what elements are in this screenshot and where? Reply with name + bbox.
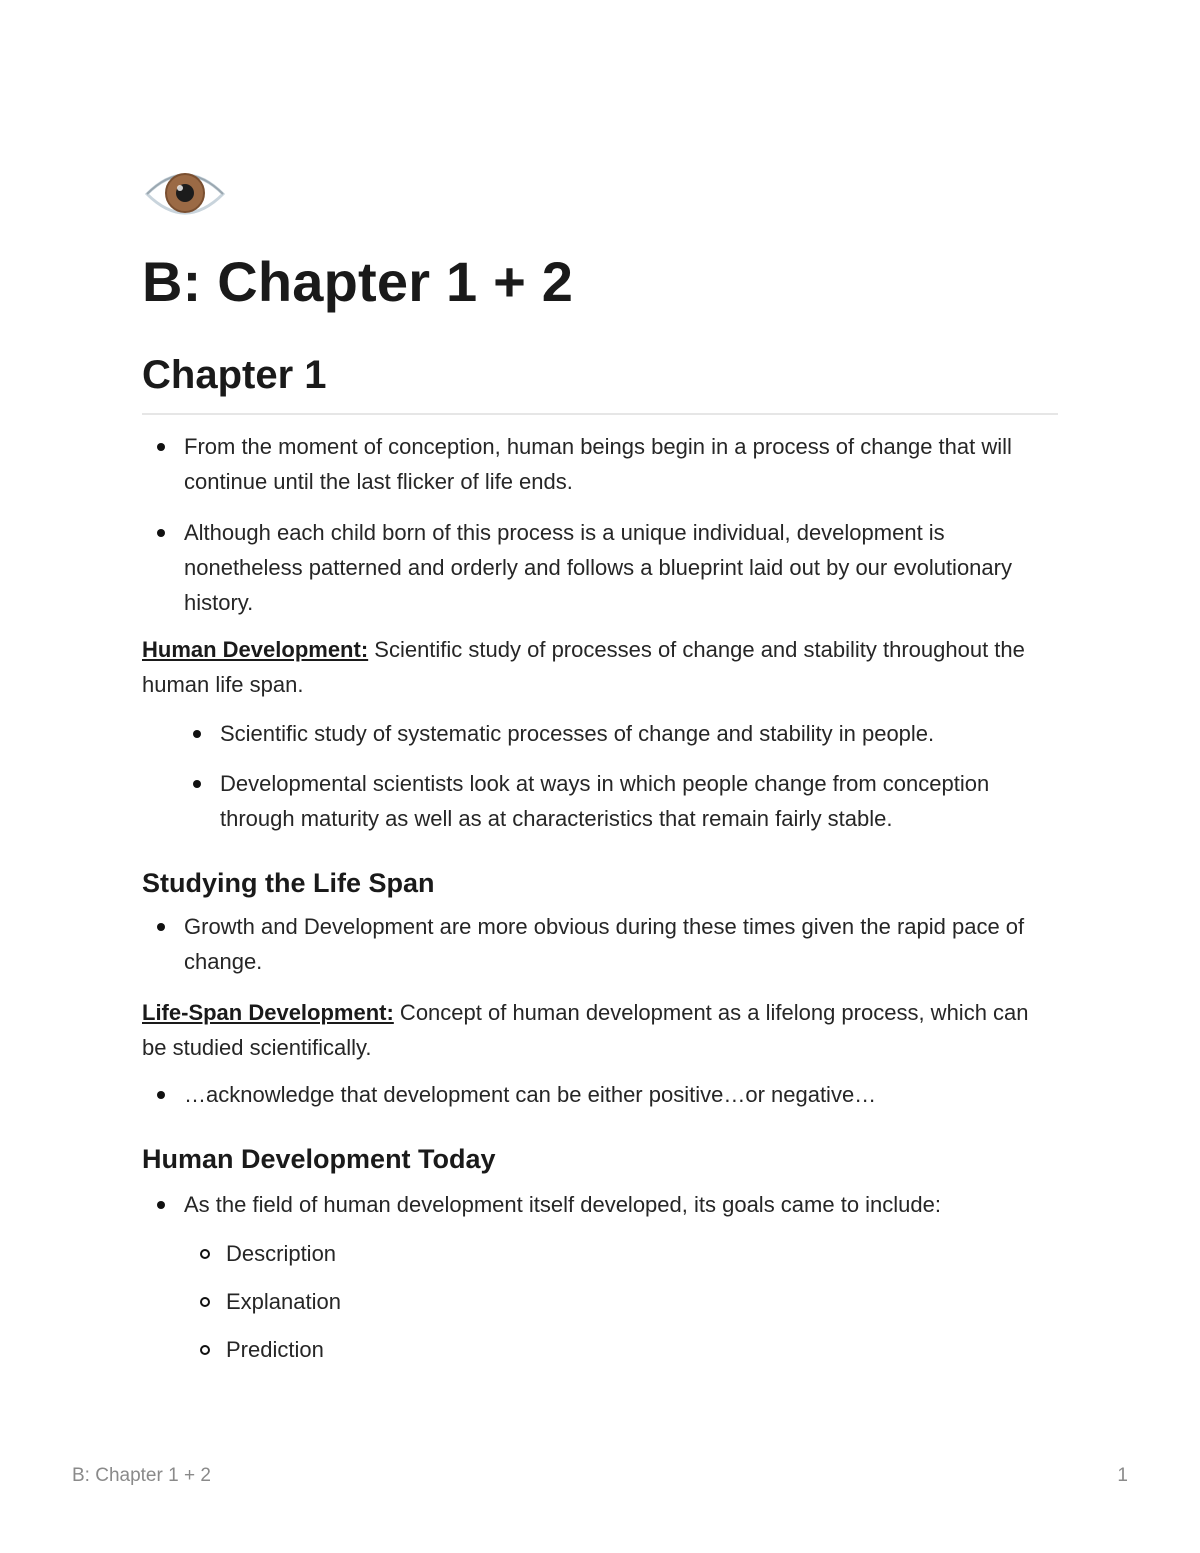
list-item: Developmental scientists look at ways in which people change from conception through maturity as well as at characteristics that remain fairly stable. bbox=[178, 766, 1058, 836]
definition-term: Human Development: bbox=[142, 637, 369, 663]
studying-bullet-list bbox=[142, 909, 1058, 979]
eye-icon bbox=[142, 160, 228, 226]
list-item: From the moment of conception, human beings begin in a process of change that will continue until the last flicker of life ends. bbox=[142, 429, 1058, 499]
section-heading-studying: Studying the Life Span bbox=[142, 868, 435, 899]
footer-page-number: 1 bbox=[1117, 1465, 1128, 1486]
list-item: Prediction bbox=[200, 1332, 1058, 1367]
footer-doc-title: B: Chapter 1 + 2 bbox=[72, 1465, 211, 1486]
today-bullet-list bbox=[142, 1187, 1058, 1222]
list-item: …acknowledge that development can be either positive…or negative… bbox=[142, 1077, 1058, 1112]
list-item: Explanation bbox=[200, 1284, 1058, 1319]
intro-bullet-list bbox=[142, 429, 1058, 620]
section-heading-today: Human Development Today bbox=[142, 1144, 496, 1175]
definition-term: Life-Span Development: bbox=[142, 1000, 394, 1026]
page-content bbox=[142, 160, 1058, 1367]
human-development-bullet-list bbox=[142, 716, 1058, 836]
list-item: Scientific study of systematic processes of change and stability in people. bbox=[178, 716, 1058, 751]
definition-text: Concept of human development as a lifelong process, which can be studied scientifically. bbox=[142, 1000, 1029, 1061]
chapter-heading: Chapter 1 bbox=[142, 349, 1058, 415]
page-title: B: Chapter 1 + 2 bbox=[142, 250, 574, 313]
list-item: Description bbox=[200, 1236, 1058, 1271]
list-item: Although each child born of this process is a unique individual, development is nonetheless patterned and orderly and follows a blueprint laid out by our evolutionary history. bbox=[142, 515, 1058, 620]
goals-list bbox=[142, 1236, 1058, 1367]
list-item: As the field of human development itself developed, its goals came to include: bbox=[142, 1187, 1058, 1222]
definition-life-span-development bbox=[142, 995, 1058, 1065]
life-span-bullet-list bbox=[142, 1077, 1058, 1112]
definition-human-development bbox=[142, 632, 1058, 702]
definition-text: Scientific study of processes of change and stability throughout the human life span. bbox=[142, 637, 1025, 698]
list-item: Growth and Development are more obvious during these times given the rapid pace of change. bbox=[142, 909, 1058, 979]
